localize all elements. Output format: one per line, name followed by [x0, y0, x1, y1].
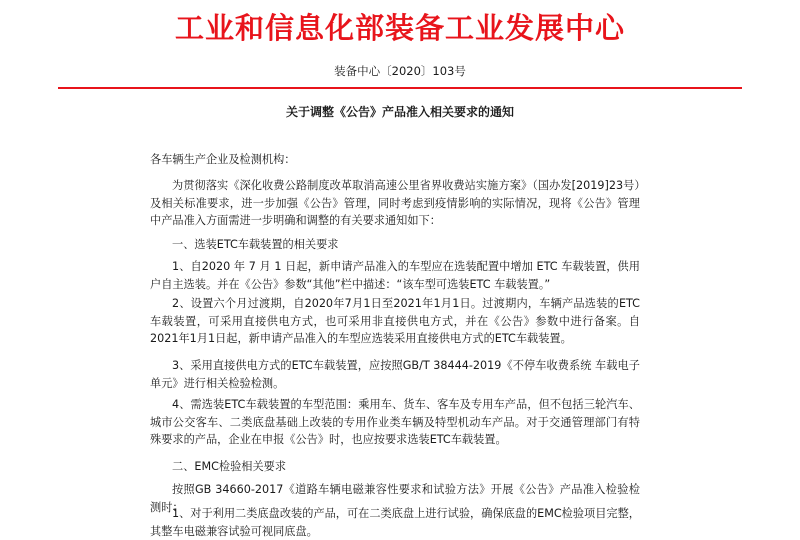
- section-2-heading: 二、EMC检验相关要求: [172, 460, 287, 473]
- salutation: 各车辆生产企业及检测机构：: [150, 153, 296, 166]
- section-2-intro: 按照GB 34660-2017《道路车辆电磁兼容性要求和试验方法》开展《公告》产品准入检验检测时：: [150, 483, 640, 514]
- section-1-heading: 一、选装ETC车载装置的相关要求: [172, 238, 339, 251]
- section-1-item-4: 4、需选装ETC车载装置的车型范围：乘用车、货车、客车及专用车产品，但不包括三轮汽车、城市公交客车、二类底盘基础上改装的专用作业类车辆及特型机动车产品。对于交通管理部门有特殊要求的产品，企业在申报《公告》时，也应按要求选装ETC车载装置。: [150, 398, 640, 446]
- document-number: 装备中心〔2020〕103号: [334, 64, 466, 78]
- section-1-item-1: 1、自2020 年 7 月 1 日起，新申请产品准入的车型应在选装配置中增加 ETC 车载装置，供用户自主选装。并在《公告》参数“其他”栏中描述：“该车型可选装ETC 车载装置。”: [150, 260, 640, 291]
- intro-paragraph: 为贯彻落实《深化收费公路制度改革取消高速公里省界收费站实施方案》（国办发[2019]23号）及相关标准要求，进一步加强《公告》管理，同时考虑到疫情影响的实际情况，现将《公告》管理中产品准入方面需进一步明确和调整的有关要求通知如下：: [150, 179, 640, 227]
- issuer-masthead: 工业和信息化部装备工业发展中心: [174, 11, 625, 45]
- red-divider-line: [58, 87, 742, 89]
- document-title: 关于调整《公告》产品准入相关要求的通知: [285, 105, 514, 119]
- section-1-item-3: 3、采用直接供电方式的ETC车载装置，应按照GB/T 38444-2019《不停车收费系统 车载电子单元》进行相关检验检测。: [150, 359, 640, 390]
- section-2-item-1: 1、对于利用二类底盘改装的产品，可在二类底盘上进行试验，确保底盘的EMC检验项目完整，其整车电磁兼容试验可视同底盘。: [150, 507, 640, 538]
- section-1-item-2: 2、设置六个月过渡期，自2020年7月1日至2021年1月1日。过渡期内，车辆产品选装的ETC车载装置，可采用直接供电方式，也可采用非直接供电方式，并在《公告》参数中进行备案。自2021年1月1日起，新申请产品准入的车型应选装采用直接供电方式的ETC车载装置。: [150, 297, 640, 345]
